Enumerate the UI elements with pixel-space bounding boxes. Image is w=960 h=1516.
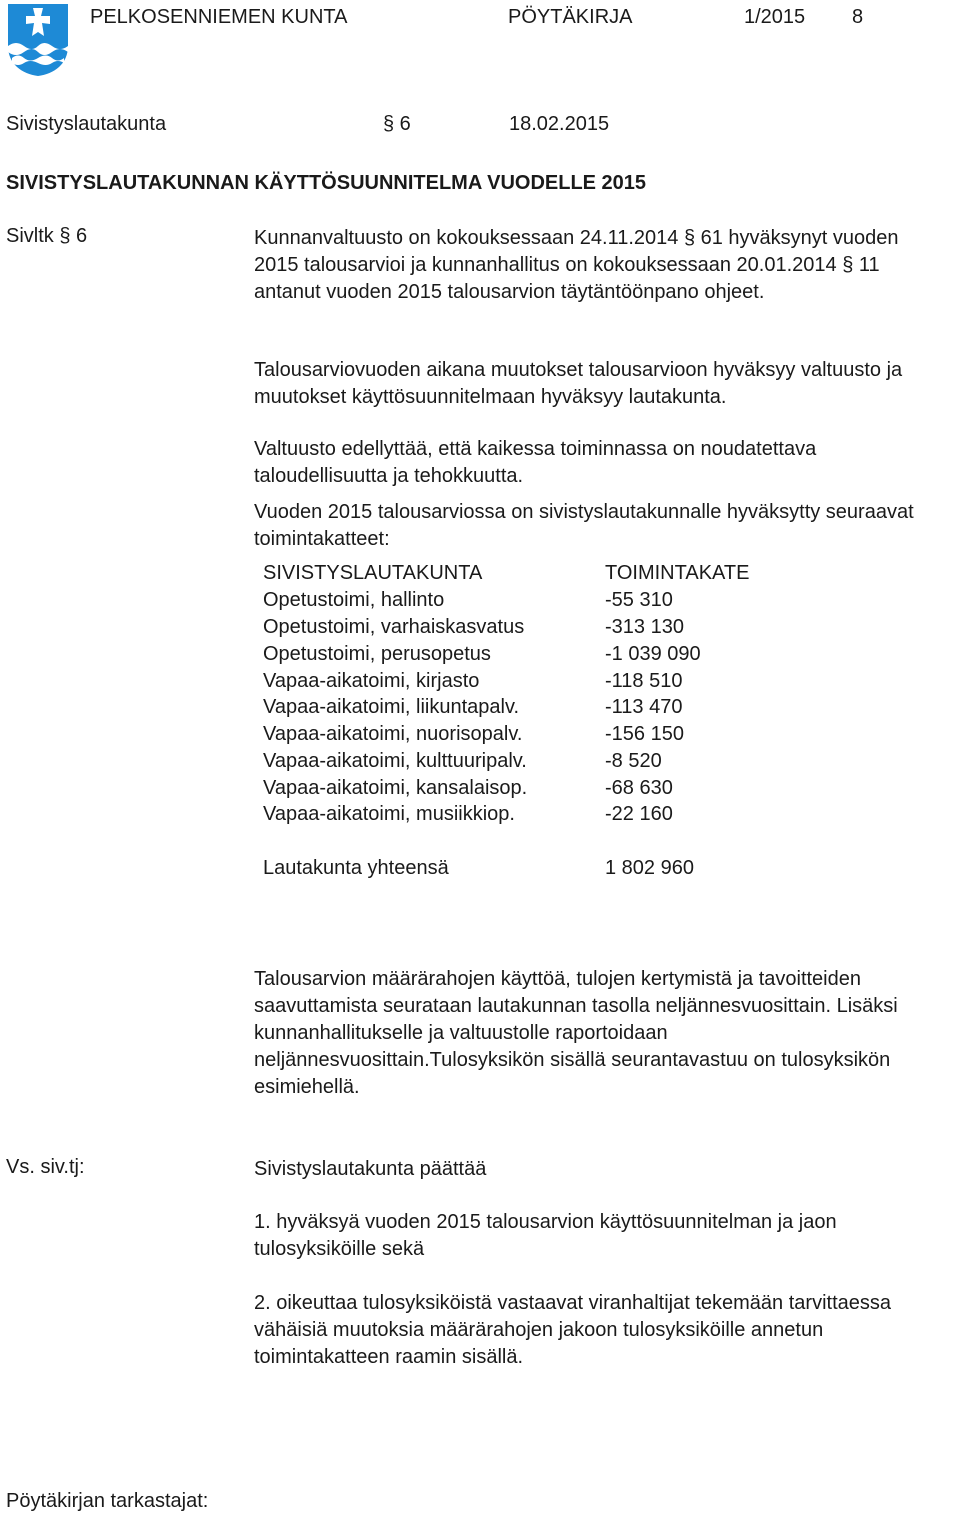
- table-cell-unit: Opetustoimi, varhaiskasvatus: [263, 616, 525, 638]
- table-cell-unit: Opetustoimi, hallinto: [263, 589, 445, 611]
- document-type: PÖYTÄKIRJA: [508, 6, 633, 28]
- table-row: [263, 696, 783, 723]
- table-total-row: [263, 857, 783, 884]
- page-title: SIVISTYSLAUTAKUNNAN KÄYTTÖSUUNNITELMA VUODELLE 2015: [6, 172, 647, 194]
- item-reference: Sivltk § 6: [6, 225, 88, 247]
- table-cell-value: -156 150: [605, 723, 684, 745]
- proposal-item-2: 2. oikeuttaa tulosyksiköistä vastaavat viranhaltijat tekemään tarvittaessa vähäisiä muutoksia määrärahojen jakoon tulosyksiköille annetun toimintakatteen raamin sisällä.: [254, 1292, 891, 1368]
- table-total-value: 1 802 960: [605, 857, 694, 879]
- table-cell-value: -8 520: [605, 750, 662, 772]
- checkers-label: Pöytäkirjan tarkastajat:: [6, 1490, 209, 1512]
- paragraph-efficiency: Valtuusto edellyttää, että kaikessa toiminnassa on noudatettava taloudellisuutta ja tehokkuutta.: [254, 438, 817, 487]
- paragraph-changes: Talousarviovuoden aikana muutokset talousarvioon hyväksyy valtuusto ja muutokset käyttösuunnitelmaan hyväksyy lautakunta.: [254, 359, 903, 408]
- section-number: § 6: [383, 113, 411, 135]
- table-cell-unit: Vapaa-aikatoimi, kulttuuripalv.: [263, 750, 527, 772]
- table-cell-value: -22 160: [605, 803, 673, 825]
- meeting-date: 18.02.2015: [509, 113, 610, 135]
- proposal-item-1: 1. hyväksyä vuoden 2015 talousarvion käyttösuunnitelman ja jaon tulosyksiköille sekä: [254, 1211, 837, 1260]
- paragraph-budget-intro: Vuoden 2015 talousarviossa on sivistyslautakunnalle hyväksytty seuraavat toimintakatteet:: [254, 501, 914, 550]
- table-row: [263, 750, 783, 777]
- table-cell-unit: Vapaa-aikatoimi, kirjasto: [263, 670, 480, 692]
- table-cell-unit: Vapaa-aikatoimi, musiikkiop.: [263, 803, 515, 825]
- table-cell-unit: Vapaa-aikatoimi, nuorisopalv.: [263, 723, 523, 745]
- table-row: [263, 777, 783, 804]
- table-row: [263, 723, 783, 750]
- municipality-crest-logo: [6, 2, 70, 78]
- table-cell-value: -113 470: [605, 696, 683, 718]
- paragraph-followup: Talousarvion määrärahojen käyttöä, tulojen kertymistä ja tavoitteiden saavuttamista seurataan lautakunnan tasolla neljännesvuosittain. Lisäksi kunnanhallitukselle ja valtuustolle raportoidaan neljännesvuosittain.Tulosyksikön sisällä seurantavastuu on tulosyksikön esimiehellä.: [254, 968, 898, 1098]
- document-number: 1/2015: [744, 6, 806, 28]
- municipality-name: PELKOSENNIEMEN KUNTA: [90, 6, 348, 28]
- table-row: [263, 589, 783, 616]
- table-cell-unit: Vapaa-aikatoimi, liikuntapalv.: [263, 696, 520, 718]
- table-row: [263, 803, 783, 830]
- paragraph-decision-background: Kunnanvaltuusto on kokouksessaan 24.11.2014 § 61 hyväksynyt vuoden 2015 talousarvioi ja kunnanhallitus on kokouksessaan 20.01.2014 § 11 antanut vuoden 2015 talousarvion täytäntöönpano ohjeet.: [254, 227, 899, 303]
- table-total-label: Lautakunta yhteensä: [263, 857, 449, 879]
- proposal-intro: Sivistyslautakunta päättää: [254, 1158, 487, 1180]
- table-cell-unit: Vapaa-aikatoimi, kansalaisop.: [263, 777, 528, 799]
- table-cell-value: -313 130: [605, 616, 684, 638]
- table-row: [263, 616, 783, 643]
- table-cell-value: -68 630: [605, 777, 673, 799]
- page-number: 8: [852, 6, 864, 28]
- table-cell-value: -118 510: [605, 670, 683, 692]
- table-cell-value: -55 310: [605, 589, 673, 611]
- table-header-unit: SIVISTYSLAUTAKUNTA: [263, 562, 483, 584]
- board-name: Sivistyslautakunta: [6, 113, 167, 135]
- table-cell-unit: Opetustoimi, perusopetus: [263, 643, 491, 665]
- proposal-label: Vs. siv.tj:: [6, 1156, 85, 1178]
- table-header: [263, 562, 783, 589]
- table-row: [263, 643, 783, 670]
- table-row: [263, 670, 783, 697]
- table-header-value: TOIMINTAKATE: [605, 562, 750, 584]
- table-cell-value: -1 039 090: [605, 643, 701, 665]
